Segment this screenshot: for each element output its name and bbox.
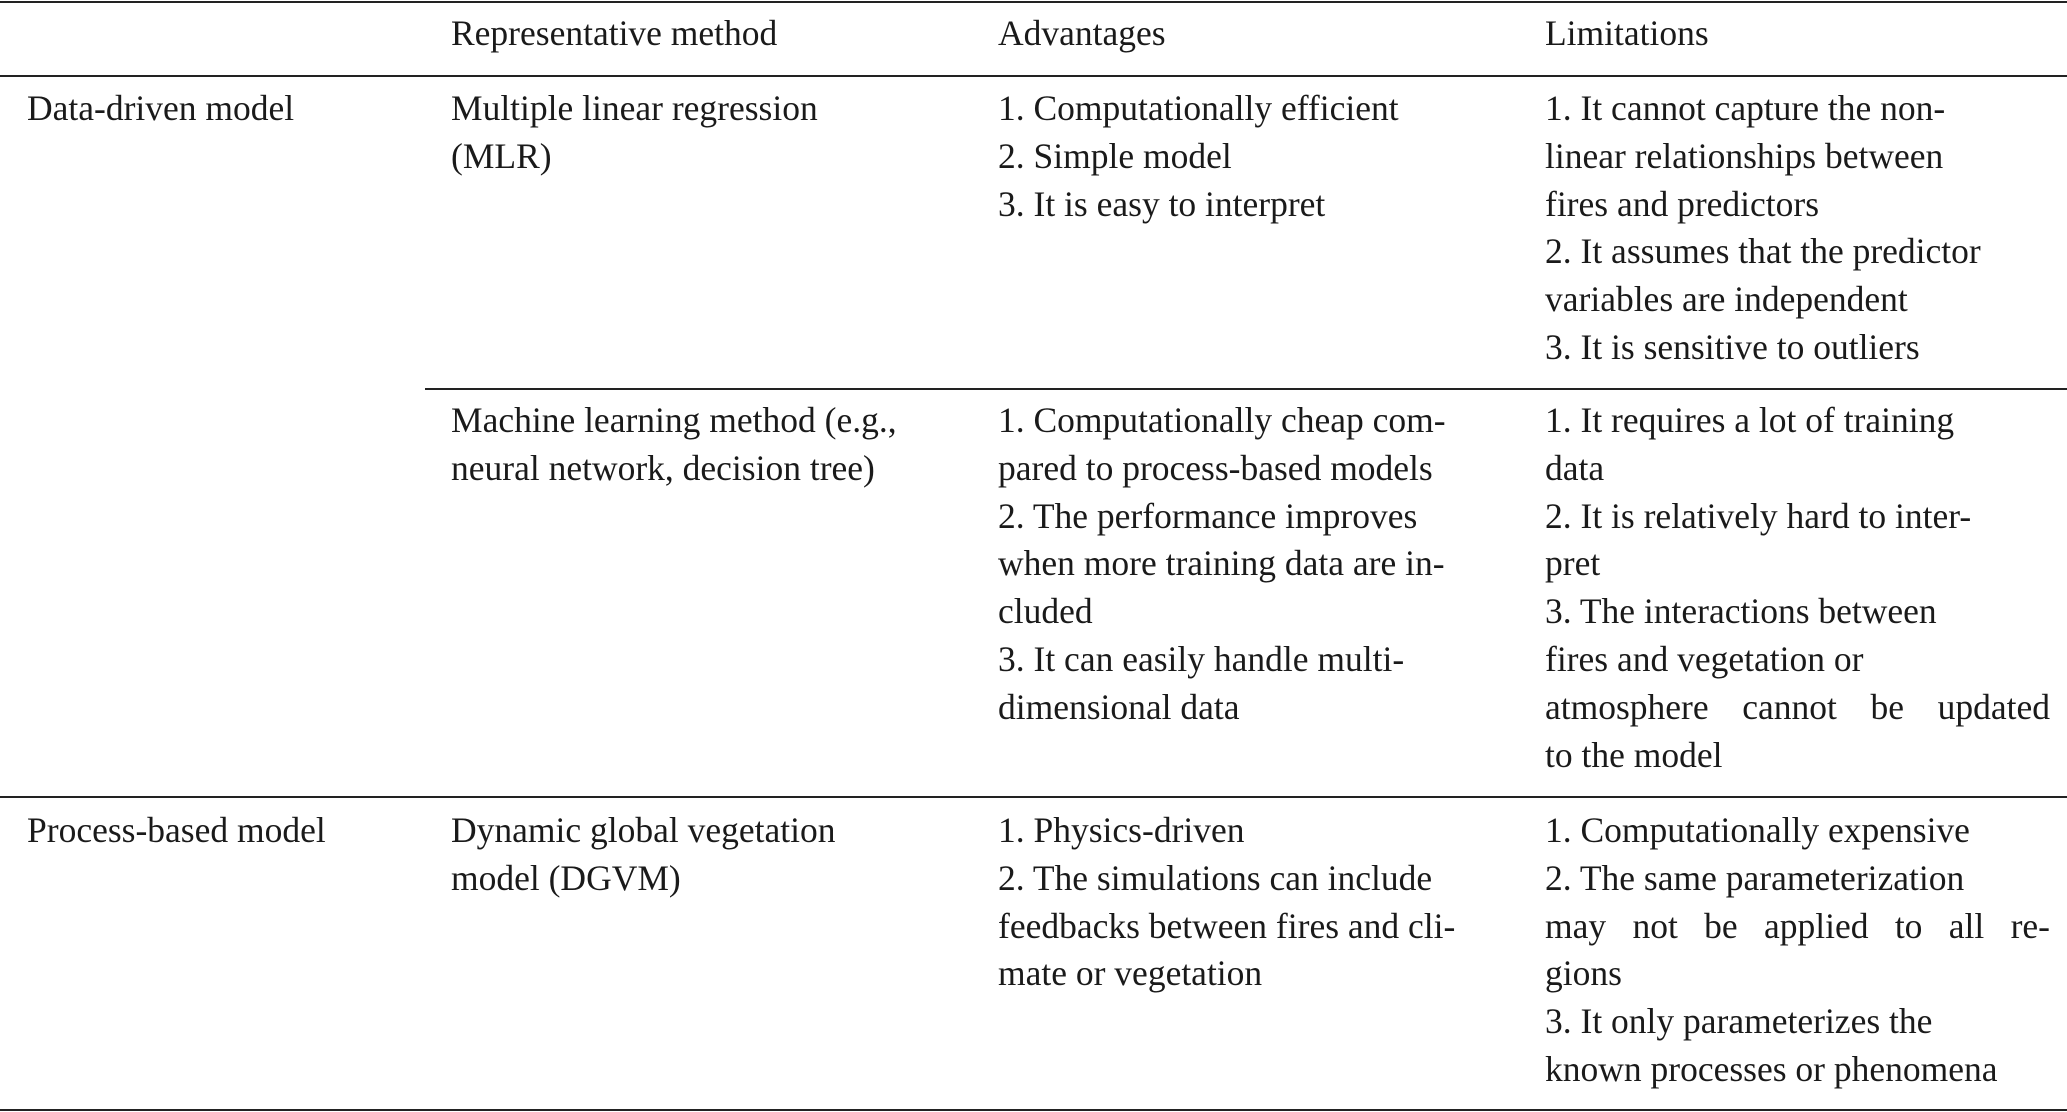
bottom-rule — [0, 1109, 2067, 1111]
row-divider-rule — [425, 388, 2067, 390]
row-method-dgvm: Dynamic global vegetation model (DGVM) — [451, 810, 836, 898]
top-rule — [0, 1, 2067, 3]
header-cell-limitations: Limitations — [1545, 13, 1709, 53]
row-advantages-machine-learning: 1. Computationally cheap com- pared to process-based models 2. The performance improves when more training data are in- cluded 3. It can easily handle multi- dimensional data — [998, 400, 1446, 727]
header-rule — [0, 75, 2067, 77]
header-cell-method: Representative method — [451, 13, 778, 53]
row-category-data-driven: Data-driven model — [27, 88, 295, 128]
row-advantages-dgvm: 1. Physics-driven 2. The simulations can include feedbacks between fires and cli- mate or vegetation — [998, 810, 1456, 994]
group-divider-rule — [0, 796, 2067, 798]
row-limitations-dgvm: 1. Computationally expensive 2. The same parameterization may not be applied to all re- gions 3. It only parameterizes the known processes or phenomena — [1545, 810, 2050, 1089]
header-cell-advantages: Advantages — [998, 13, 1166, 53]
row-limitations-mlr: 1. It cannot capture the non- linear relationships between fires and predictors 2. It assumes that the predictor variables are independent 3. It is sensitive to outliers — [1545, 88, 1981, 367]
row-method-machine-learning: Machine learning method (e.g., neural network, decision tree) — [451, 400, 897, 488]
row-method-mlr: Multiple linear regression (MLR) — [451, 88, 818, 176]
row-advantages-mlr: 1. Computationally efficient 2. Simple model 3. It is easy to interpret — [998, 88, 1399, 224]
row-limitations-machine-learning: 1. It requires a lot of training data 2. It is relatively hard to inter- pret 3. The interactions between fires and vegetation or atmosphere cannot be updated to the model — [1545, 400, 2050, 775]
row-category-process-based: Process-based model — [27, 810, 326, 850]
